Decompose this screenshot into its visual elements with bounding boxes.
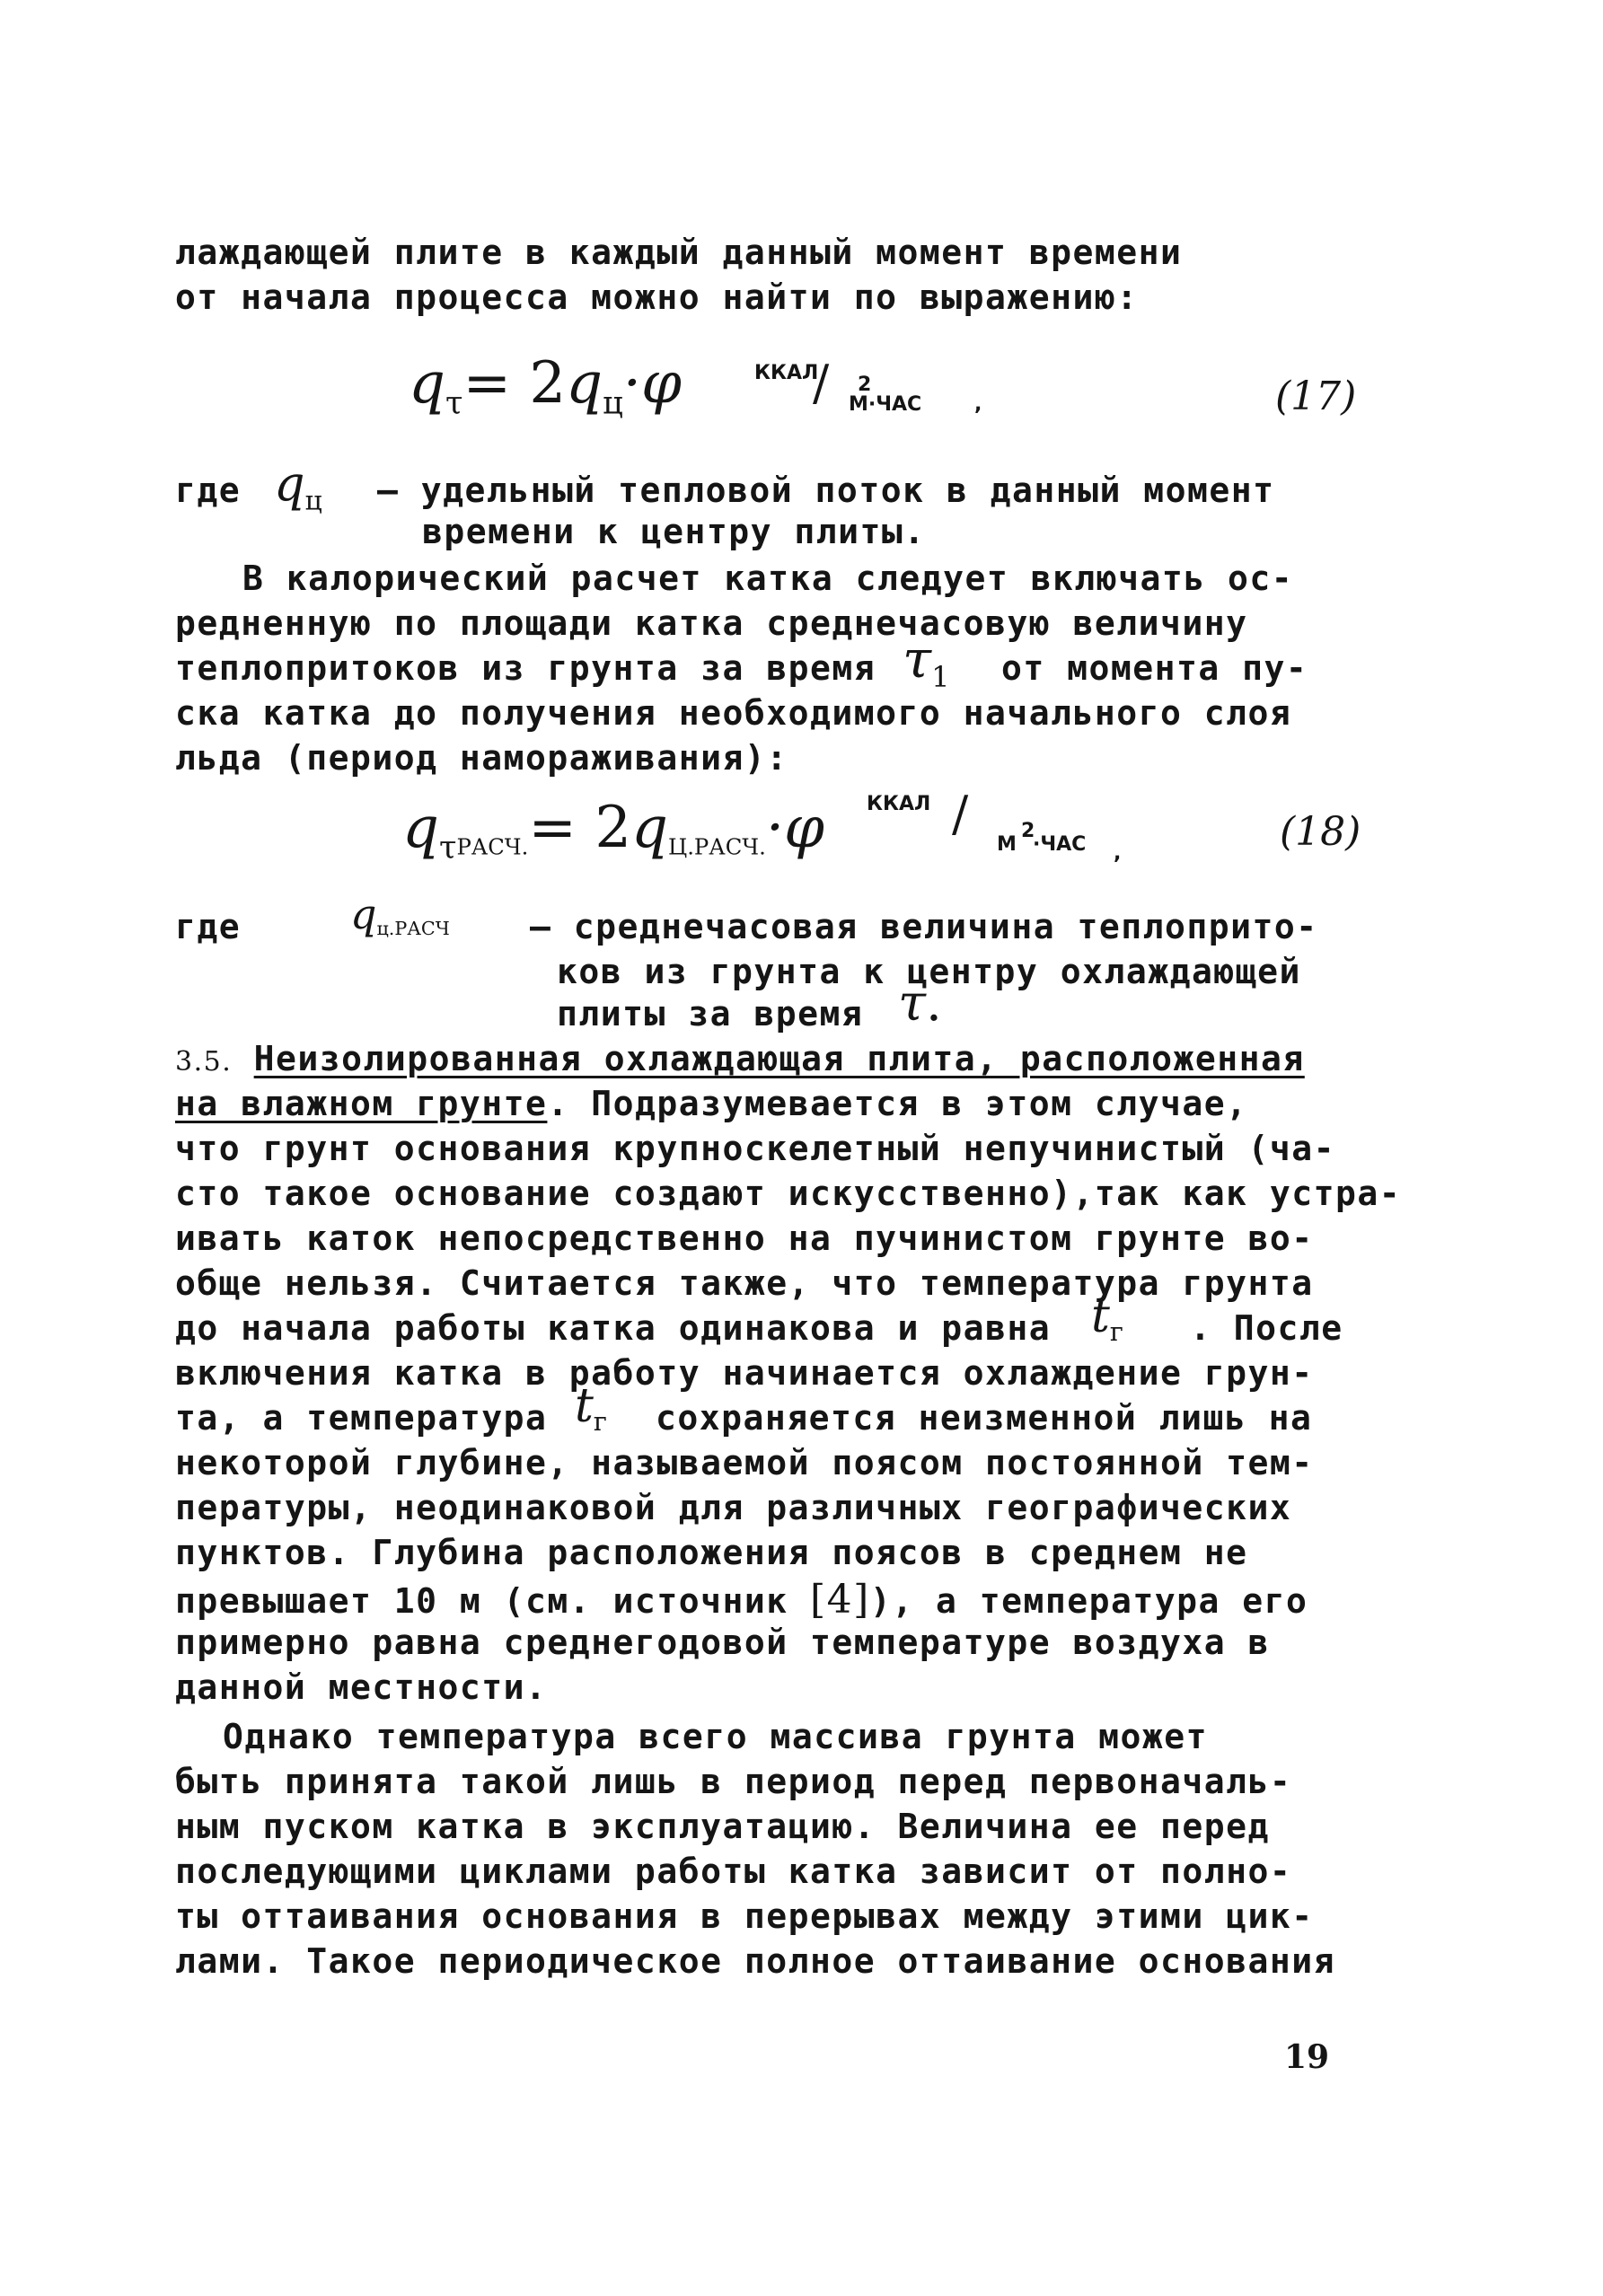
text-line: где [175, 907, 242, 946]
text-line: ивать каток непосредственно на пучинистом грунте во- [175, 1218, 1314, 1258]
text-line: последующими циклами работы катка зависит от полно- [175, 1852, 1292, 1891]
formula-17: $q_\tau= 2q_ц\cdot\varphi$ [409, 350, 682, 422]
text-line: та, а температура [175, 1398, 548, 1438]
text-line: времени к центру плиты. [422, 512, 926, 551]
text-line: – удельный тепловой поток в данный момент [377, 471, 1275, 510]
formula-18: $q_{\tau РАСЧ.}= 2q_{Ц.РАСЧ.}\cdot\varphi$ [402, 795, 824, 866]
text-line: сохраняется неизменной лишь на [656, 1398, 1313, 1438]
citation-ref: [4] [809, 1577, 870, 1623]
text-line: некоторой глубине, называемой поясом постоянной тем- [175, 1443, 1314, 1482]
text-line: превышает 10 м (см. источник [4]), а температура его [175, 1577, 1308, 1623]
section-heading-line: на влажном грунте. Подразумевается в этом случае, [175, 1084, 1248, 1123]
text-line: ков из грунта к центру охлаждающей [557, 952, 1301, 991]
text-line: редненную по площади катка среднечасовую величину [175, 603, 1248, 643]
formula-18-unit-top: ККАЛ [867, 793, 931, 815]
text-line: до начала работы катка одинакова и равна [175, 1308, 1052, 1348]
text-line: от начала процесса можно найти по выражению: [175, 277, 1139, 317]
symbol-tau: τ. [898, 974, 942, 1033]
symbol-t-g: $t_г$ [1091, 1289, 1123, 1347]
text-line: сто такое основание создают искусственно),так как устра- [175, 1174, 1402, 1213]
text-line: быть принята такой лишь в период перед первоначаль- [175, 1762, 1292, 1801]
text-line: теплопритоков из грунта за время [175, 648, 876, 688]
symbol-q-c-calc: $q_{ц.РАСЧ}$ [350, 890, 450, 940]
symbol-q-c: $q_ц$ [274, 455, 322, 517]
text-line: лами. Такое периодическое полное оттаивание основания [175, 1941, 1336, 1981]
formula-18-unit-m: М [997, 833, 1017, 856]
formula-17-unit-slash: / [813, 355, 830, 411]
text-line: примерно равна среднегодовой температуре воздуха в [175, 1623, 1270, 1662]
equation-number-18: (18) [1280, 809, 1361, 855]
formula-17-unit-top: ККАЛ [754, 362, 819, 384]
text-line: Однако температура всего массива грунта может [223, 1717, 1209, 1756]
text-line: ты оттаивания основания в перерывах между этими цик- [175, 1896, 1314, 1936]
text-line: лаждающей плите в каждый данный момент времени [175, 233, 1183, 272]
text-line: пературы, неодинаковой для различных географических [175, 1488, 1292, 1527]
text-line: ска катка до получения необходимого начального слоя [175, 693, 1292, 733]
text-line: включения катка в работу начинается охлаждение грун- [175, 1353, 1314, 1393]
page-number: 19 [1284, 2038, 1330, 2076]
symbol-tau1: $\tau_1$ [903, 629, 950, 695]
equation-number-17: (17) [1275, 374, 1357, 419]
text-line: где [175, 471, 242, 510]
text-line: . После [1190, 1308, 1343, 1348]
symbol-t-g: $t_г$ [575, 1379, 607, 1437]
text-line: от момента пу- [1001, 648, 1308, 688]
text-line: обще нельзя. Считается также, что температура грунта [175, 1263, 1314, 1303]
formula-17-unit-sup: 2 [858, 374, 872, 396]
text-line: данной местности. [175, 1667, 548, 1707]
text-line: что грунт основания крупноскелетный непучинистый (ча- [175, 1129, 1336, 1168]
formula-18-comma: , [1114, 842, 1122, 865]
text-line: ным пуском катка в эксплуатацию. Величина ее перед [175, 1807, 1270, 1846]
formula-18-unit-slash: / [952, 786, 969, 842]
text-line: льда (период намораживания): [175, 738, 788, 778]
section-heading-line: 3.5. Неизолированная охлаждающая плита, расположенная [175, 1039, 1305, 1078]
text-line: В калорический расчет катка следует включать ос- [242, 559, 1294, 598]
formula-17-comma: , [974, 393, 982, 416]
formula-18-unit-sup: 2 [1021, 820, 1035, 842]
text-line: пунктов. Глубина расположения поясов в среднем не [175, 1533, 1248, 1572]
formula-17-unit-bottom: М·ЧАС [849, 393, 922, 416]
formula-18-unit-bottom: ·ЧАС [1033, 833, 1087, 856]
text-line: плиты за время [557, 994, 864, 1034]
text-line: – среднечасовая величина теплоприто- [530, 907, 1318, 946]
